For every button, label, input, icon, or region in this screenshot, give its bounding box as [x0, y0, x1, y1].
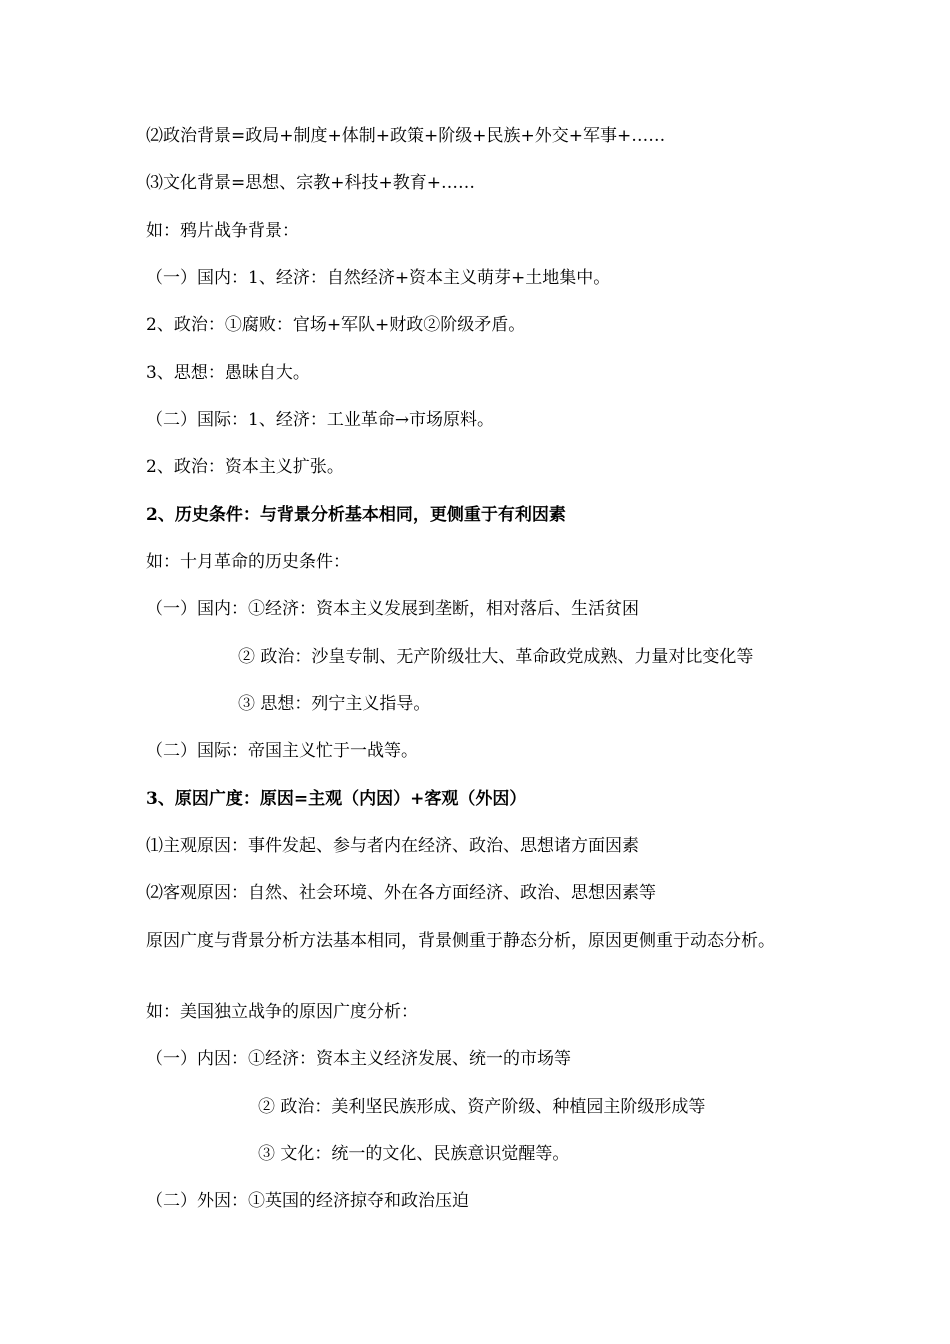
paragraph-revolution-domestic-economy: （一）国内：①经济：资本主义发展到垄断，相对落后、生活贫困 [146, 599, 639, 619]
paragraph-subjective-causes: ⑴主观原因：事件发起、参与者内在经济、政治、思想诸方面因素 [146, 836, 639, 856]
paragraph-domestic-politics: 2、政治：①腐败：官场+军队+财政②阶级矛盾。 [146, 315, 526, 335]
paragraph-method-comparison: 原因广度与背景分析方法基本相同，背景侧重于静态分析，原因更侧重于动态分析。 [146, 931, 775, 951]
paragraph-internal-politics: ② 政治：美利坚民族形成、资产阶级、种植园主阶级形成等 [258, 1097, 706, 1117]
section-heading-cause-breadth: 3、原因广度：原因=主观（内因）+客观（外因） [146, 789, 527, 809]
paragraph-internal-culture: ③ 文化：统一的文化、民族意识觉醒等。 [258, 1144, 570, 1164]
paragraph-cultural-background: ⑶文化背景=思想、宗教+科技+教育+…… [146, 173, 475, 193]
paragraph-objective-causes: ⑵客观原因：自然、社会环境、外在各方面经济、政治、思想因素等 [146, 883, 656, 903]
paragraph-external-causes: （二）外因：①英国的经济掠夺和政治压迫 [146, 1191, 469, 1211]
section-heading-historical-conditions: 2、历史条件：与背景分析基本相同，更侧重于有利因素 [146, 505, 566, 525]
paragraph-revolution-thought: ③ 思想：列宁主义指导。 [238, 694, 431, 714]
paragraph-opium-war-intro: 如：鸦片战争背景： [146, 221, 299, 241]
paragraph-domestic-thought: 3、思想：愚昧自大。 [146, 363, 310, 383]
paragraph-revolution-international: （二）国际：帝国主义忙于一战等。 [146, 741, 418, 761]
paragraph-revolution-politics: ② 政治：沙皇专制、无产阶级壮大、革命政党成熟、力量对比变化等 [238, 647, 754, 667]
paragraph-domestic-economy: （一）国内：1、经济：自然经济+资本主义萌芽+土地集中。 [146, 268, 611, 288]
paragraph-international-economy: （二）国际：1、经济：工业革命→市场原料。 [146, 410, 495, 430]
paragraph-political-background: ⑵政治背景=政局+制度+体制+政策+阶级+民族+外交+军事+…… [146, 126, 666, 146]
paragraph-internal-economy: （一）内因：①经济：资本主义经济发展、统一的市场等 [146, 1049, 571, 1069]
paragraph-october-revolution-intro: 如：十月革命的历史条件： [146, 552, 350, 572]
paragraph-international-politics: 2、政治：资本主义扩张。 [146, 457, 344, 477]
paragraph-american-independence-intro: 如：美国独立战争的原因广度分析： [146, 1002, 418, 1022]
